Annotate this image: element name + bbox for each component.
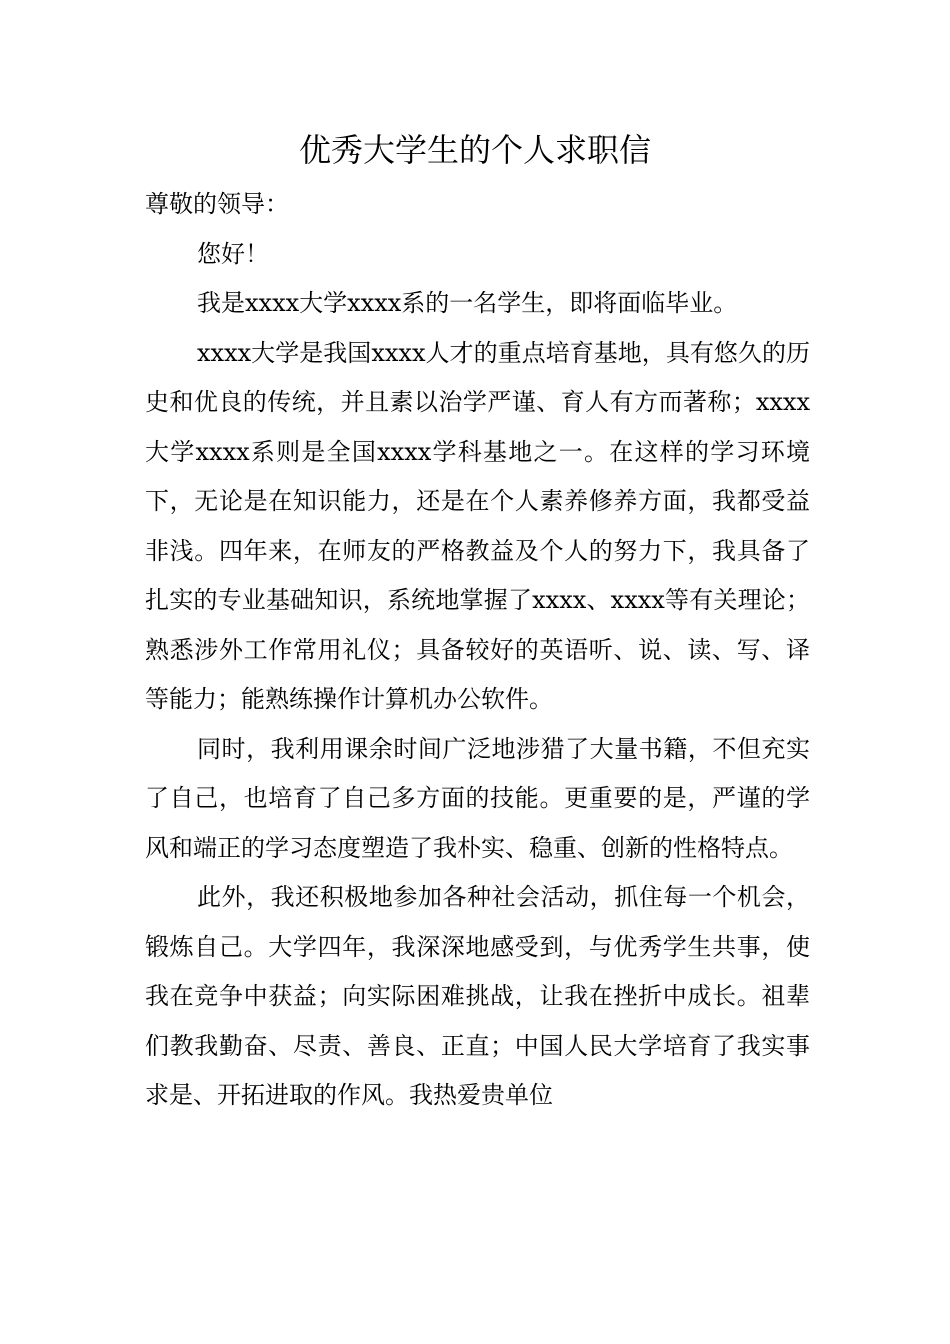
salutation: 尊敬的领导： <box>145 190 289 218</box>
greeting: 您好！ <box>197 239 269 268</box>
paragraph-4: 此外，我还积极地参加各种社会活动，抓住每一个机会，锻炼自己。大学四年，我深深地感受到，与优秀学生共事，使我在竞争中获益；向实际困难挑战，让我在挫折中成长。祖辈们教我勤奋、尽责、善良、正直；中国人民大学培育了我实事求是、开拓进取的作风。我热爱贵单位 <box>145 883 810 1109</box>
document-title: 优秀大学生的个人求职信 <box>298 131 651 169</box>
letter-body <box>145 180 810 1121</box>
paragraph-3: 同时，我利用课余时间广泛地涉猎了大量书籍，不但充实了自己，也培育了自己多方面的技能。更重要的是，严谨的学风和端正的学习态度塑造了我朴实、稳重、创新的性格特点。 <box>145 734 810 862</box>
paragraph-1: 我是xxxx大学xxxx系的一名学生，即将面临毕业。 <box>197 289 738 317</box>
paragraph-2: xxxx大学是我国xxxx人才的重点培育基地，具有悠久的历史和优良的传统，并且素以治学严谨、育人有方而著称；xxxx大学xxxx系则是全国xxxx学科基地之一。在这样的学习环境下，无论是在知识能力，还是在个人素养修养方面，我都受益非浅。四年来，在师友的严格教益及个人的努力下，我具备了扎实的专业基础知识，系统地掌握了xxxx、xxxx等有关理论；熟悉涉外工作常用礼仪；具备较好的英语听、说、读、写、译等能力；能熟练操作计算机办公软件。 <box>145 338 810 713</box>
